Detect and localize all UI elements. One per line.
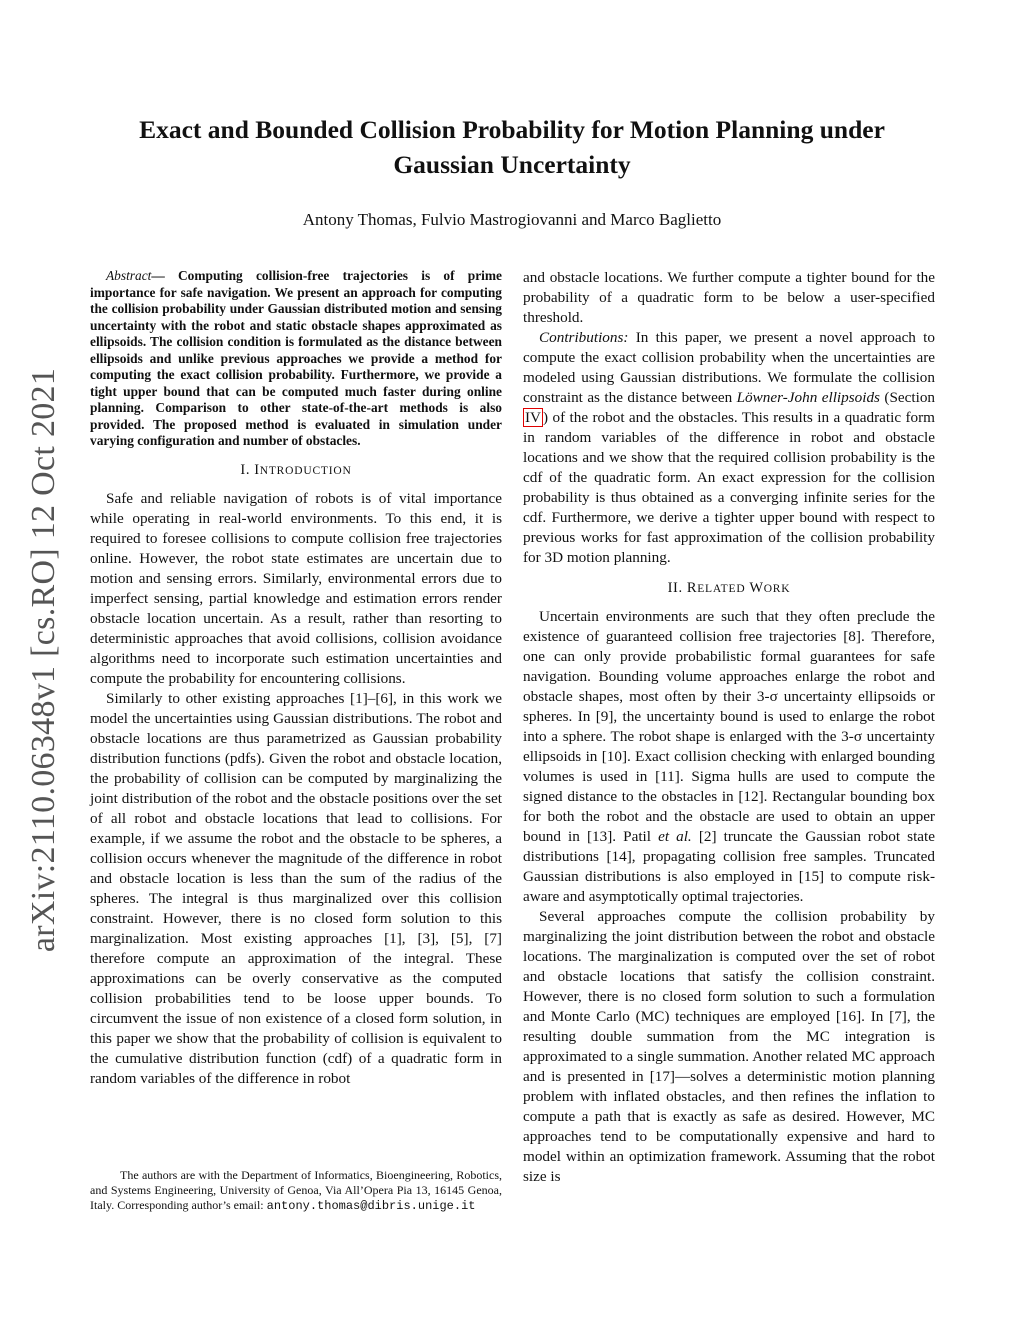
intro-paragraph-continued: and obstacle locations. We further compute a tighter bound for the probability of a quadratic form to be below a user-specified threshold. <box>523 269 935 326</box>
contributions-text-a: In this paper, we present a novel approach to compute the exact collision probability when the uncertainties are modeled using Gaussian distributions. We formulate the collision constraint as the distance between <box>523 329 935 406</box>
left-column <box>90 268 502 1089</box>
abstract-dash: — <box>151 268 165 283</box>
contributions-label: Contributions: <box>539 329 629 346</box>
right-column <box>523 268 935 1187</box>
section-heading-introduction <box>90 460 502 481</box>
contributions-text-b: (Section <box>884 389 936 406</box>
heading-initial: W <box>749 580 764 596</box>
arxiv-sidebar <box>14 367 74 953</box>
contributions-paragraph <box>523 328 935 568</box>
section-numeral: II. <box>667 580 683 596</box>
section-numeral: I. <box>240 461 251 478</box>
intro-paragraph-2: Similarly to other existing approaches [1]–[6], in this work we model the uncertainties using Gaussian distributions. The robot and obstacle locations are thus parametrized as Gaussian probability distribution functions (pdfs). Given the robot and obstacle location, the probability of collision can be computed by marginalizing the joint distribution of the robot and the obstacle positions over the set of all robot and obstacle locations that lead to collisions. For example, if we assume the robot and the obstacle to be spheres, a collision occurs whenever the magnitude of the difference in robot and obstacle location is less than the sum of the radius of the spheres. The integral is thus marginalized over this collision constraint. However, there is no closed form solution to this marginalization. Most existing approaches [1], [3], [5], [7] therefore compute an approximation of the integral. These approximations can be overly conservative as the computed collision probabilities tend to be loose upper bounds. To circumvent the issue of non existence of a closed form solution, in this paper we show that the probability of collision is equivalent to the cumulative distribution function (cdf) of a quadratic form in random variables of the difference in robot <box>90 689 502 1087</box>
related-text-b: [2] truncate the Gaussian robot state distributions [14], propagating collision free samples. Truncated Gaussian distributions is also employed in [15] to compute risk-aware and asymptotically optimal trajectories. <box>523 828 935 905</box>
related-text-a: Uncertain environments are such that they often preclude the existence of guaranteed collision free trajectories [8]. Therefore, one can only provide probabilistic formal guarantees for safe navigation. Bounding volume approaches enlarge the robot and obstacle shapes, most often by their 3-σ uncertainty ellipsoids or spheres. In [9], the uncertainty bound is used to enlarge the robot into a sphere. The robot shape is enlarged with the 3-σ uncertainty ellipsoids in [10]. Exact collision checking with enlarged bounding volumes is used in [11]. Sigma hulls are used to compute the signed distance to the obstacles in [12]. Rectangular bounding box for both the robot and the obstacle are used to obtain an upper bound in [13]. Patil <box>523 608 935 845</box>
author-email[interactable]: antony.thomas@dibris.unige.it <box>266 1199 476 1213</box>
abstract-text: Computing collision-free trajectories is of prime importance for safe navigation. We present an approach for computing the collision probability under Gaussian distributed motion and sensing uncertainty with the robot and static obstacle shapes approximated as ellipsoids. The collision condition is formulated as the distance between ellipsoids and unlike previous approaches we provide a method for computing the exact collision probability. Furthermore, we provide a tight upper bound that can be computed much faster during online planning. Comparison to other state-of-the-art methods is also provided. The proposed method is evaluated in simulation under varying configuration and number of obstacles. <box>90 268 502 448</box>
footnote-text: The authors are with the Department of Informatics, Bioengineering, Robotics, and Systems Engineering, University of Genoa, Via All’Opera Pia 13, 16145 Genoa, Italy. Corresponding author’s email: <box>90 1168 502 1212</box>
paper-title: Exact and Bounded Collision Probability for Motion Planning under Gaussian Uncertainty <box>139 115 885 179</box>
heading-initial: I <box>254 461 260 478</box>
section-iv-link[interactable]: IV <box>525 409 542 426</box>
footnote <box>90 1168 502 1214</box>
section-heading-related-work <box>523 578 935 599</box>
related-work-paragraph-2: Several approaches compute the collision probability by marginalizing the joint distribution between the robot and obstacle locations. The marginalization is computed over the set of robot and obstacle locations that satisfy the collision constraint. However, there is no closed form solution to such a formulation and Monte Carlo (MC) techniques are employed [16]. In [7], the resulting double summation from the MC integration is approximated to a single summation. Another related MC approach and is presented in [17]—solves a deterministic motion planning problem with inflated obstacles, and then refines the inflation to compute a path that is exactly as safe as desired. However, MC approaches tend to be computationally expensive and hard to model within an optimization framework. Assuming that the robot size is <box>523 908 935 1185</box>
heading-initial: R <box>686 580 698 596</box>
heading-rest: NTRODUCTION <box>259 464 352 477</box>
abstract-label: Abstract <box>106 268 152 283</box>
heading-rest: ELATED <box>697 583 746 595</box>
arxiv-identifier: arXiv:2110.06348v1 [cs.RO] 12 Oct 2021 <box>25 367 62 953</box>
paper-authors: Antony Thomas, Fulvio Mastrogiovanni and Marco Baglietto <box>302 210 722 229</box>
abstract <box>90 268 502 450</box>
related-work-paragraph-1 <box>523 607 935 907</box>
intro-paragraph-1: Safe and reliable navigation of robots is of vital importance while operating in real-world environments. To this end, it is required to foresee collisions to compute collision free trajectories online. However, the robot state estimates are uncertain due to motion and sensing errors. Similarly, environmental errors due to imperfect sensing, partial knowledge and estimation errors render obstacle location uncertain. As a result, rather than resorting to deterministic approaches that avoid collisions, collision avoidance algorithms need to incorporate such estimation uncertainties and compute the probability for encountering collisions. <box>90 489 502 687</box>
heading-rest: ORK <box>763 583 791 595</box>
et-al: et al. <box>658 828 692 845</box>
lowner-john-term: Löwner-John ellipsoids <box>736 389 880 406</box>
contributions-text-c: ) of the robot and the obstacles. This results in a quadratic form in random variables of the difference in robot and obstacle locations and we show that the required collision probability is the cdf of the quadratic form. An exact expression for the collision probability is thus obtained as a converging infinite series for the cdf. Furthermore, we derive a tighter upper bound with respect to previous works for fast approximation of the collision probability for 3D motion planning. <box>523 409 935 566</box>
